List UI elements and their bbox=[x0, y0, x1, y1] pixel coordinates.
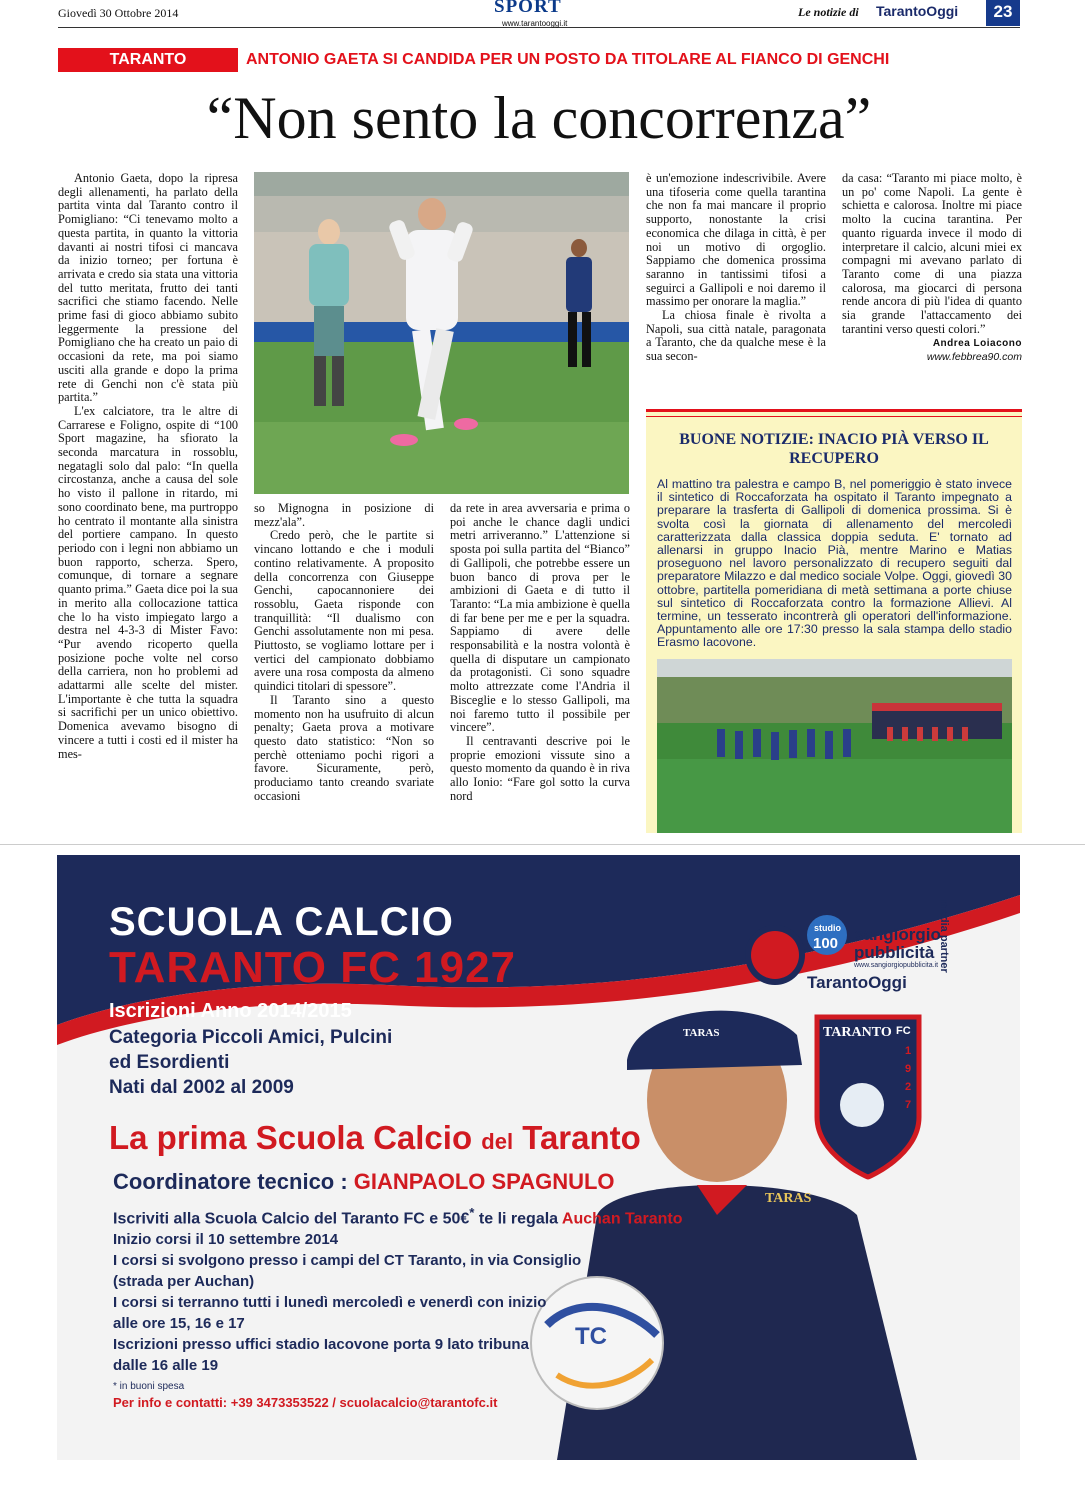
paragraph: Il Taranto sino a questo momento non ha usufruito di alcun penalty; Gaeta prova a motivare questo dato statistico: “Non so perchè otteniamo pochi rigori a favore. Sicuramente, però, produciamo tanto creando svariate occasioni bbox=[254, 692, 434, 803]
article-column-3 bbox=[450, 502, 630, 803]
ad-footnote: * in buoni spesa bbox=[113, 1381, 185, 1392]
ad-coordinator bbox=[113, 1169, 615, 1195]
crest-year-digit: 7 bbox=[905, 1099, 912, 1111]
source-link[interactable]: www.febbrea90.com bbox=[926, 351, 1022, 364]
section-title: SPORT bbox=[494, 0, 562, 17]
offer-brand: Auchan bbox=[561, 1210, 621, 1228]
crest-name: TARANTO bbox=[823, 1025, 892, 1040]
crest-year-digit: 1 bbox=[905, 1045, 912, 1057]
sponsor-name: sangiorgio bbox=[854, 925, 941, 944]
page-number: 23 bbox=[986, 0, 1020, 26]
ad-divider bbox=[0, 844, 1085, 845]
article-column-4 bbox=[646, 172, 826, 364]
paragraph: da rete in area avversaria e prima o poi anche le chance dagli undici metri arriveranno.” L'attenzione si sposta poi sulla partita del “Bianco” di Gallipoli, che potrebbe essere un buon banco di prova per le ambizioni di Gaeta e di tutto il Taranto: “La mia ambizione è quella di far bene per me e per la squadra. Sappiamo di avere delle responsabilità e la nostra volontà è quella di disputare un campionato da protagonisti. Ci sono squadre molto attrezzate come l'Andria il Bisceglie e lo stesso Gallipoli, ma noi faremo tutto il possibile per vincere”. bbox=[450, 501, 630, 735]
crest-year-digit: 9 bbox=[905, 1063, 912, 1075]
offer-star: * bbox=[469, 1205, 475, 1220]
box-title: BUONE NOTIZIE: INACIO PIÀ VERSO IL RECUPERO bbox=[679, 431, 989, 467]
ad-contact[interactable]: Per info e contatti: +39 3473353522 / scuolacalcio@tarantofc.it bbox=[113, 1395, 498, 1410]
offer-text: Iscriviti alla Scuola Calcio del Taranto FC e 50€ bbox=[113, 1210, 470, 1228]
ad-slogan-part: Taranto bbox=[513, 1119, 641, 1156]
kicker: ANTONIO GAETA SI CANDIDA PER UN POSTO DA TITOLARE AL FIANCO DI GENCHI bbox=[246, 51, 890, 68]
photo-illustration bbox=[254, 172, 629, 494]
page-header bbox=[0, 0, 1085, 32]
coordinator-label: Coordinatore tecnico : bbox=[113, 1169, 354, 1194]
paragraph: L'ex calciatore, tra le altre di Carrarese e Foligno, ospite di “100 Sport magazine, ha sfiorato la seconda marcatura in rossoblu, negatagli solo dal palo: “In quella circostanza, anche a causa del sole ho visto il pallone in ritardo, mi sono coordinato bene, ma purtroppo ho centrato il montante alla sinistra del portiere campano. In questo periodo con i legni non abbiamo un buon rapporto, scherza. Spero, comunque, di tornare a segnare quanto prima.” Gaeta dice poi la sua in merito alla collocazione tattica che lo ha visto impiegato largo a destra nel 4-3-3 di Mister Favo: “Pur avendo ricoperto quella posizione poche volte nel corso della carriera, non ho problemi ad adattarmi alle scelte del mister. L'importante è che tutta la squadra si sacrifichi per un unico obiettivo. Domenica avevamo bisogno di vincere a tutti i costi ed il mister ha mes- bbox=[58, 403, 238, 761]
box-text: Al mattino tra palestra e campo B, nel pomeriggio è stato invece il sintetico di Roccaforzata ha ospitato il Taranto impegnato a preparare la trasferta di Gallipoli di domenica prossima. Si è svolta così la giornata di allenamento del mercoledì caratterizzata dalla classica doppia seduta. E' tornato ad allenarsi in gruppo Inacio Pià, mentre Marino e Matias proseguono nel lavoro personalizzato di recupero seguiti dal preparatore Milazzo e dal medico sociale Volpe. Oggi, giovedì 30 ottobre, partitella pomeridiana di metà settimana a porte chiuse sul sintetico di Roccaforzata contro la formazione Allievi. Al termine, un tesserato incontrerà gli operatori dell'informazione. Appuntamento alle ore 17:30 presso la sala stampa dello stadio Erasmo Iacovone. bbox=[657, 477, 1012, 650]
ad-info: (strada per Auchan) bbox=[113, 1273, 255, 1290]
ad-info: dalle 16 alle 19 bbox=[113, 1357, 219, 1374]
category-label: TARANTO bbox=[58, 48, 238, 72]
ad-offer bbox=[113, 1205, 683, 1228]
ad-line: ed Esordienti bbox=[109, 1052, 230, 1073]
paragraph: da casa: “Taranto mi piace molto, è un po' come Napoli. La gente è schietta e calorosa. Inoltre mi piace molto la cucina tarantina. Per quanto riguarda invece il modo di interpretare il calcio, alcuni miei ex compagni mi avevano parlato di Taranto come di una piazza calorosa, ma giocarci di persona rende ancora di più l'idea di quanto sia grande l'attaccamento dei tarantini verso questi colori.” bbox=[842, 171, 1022, 336]
ball-text: TC bbox=[575, 1323, 607, 1350]
ad-line: Nati dal 2002 al 2009 bbox=[109, 1077, 294, 1098]
ad-info: Inizio corsi il 10 settembre 2014 bbox=[113, 1231, 339, 1248]
ad-line: Categoria Piccoli Amici, Pulcini bbox=[109, 1027, 393, 1048]
news-box bbox=[646, 409, 1022, 833]
header-tagline: Le notizie di bbox=[798, 5, 859, 19]
sponsor-name: pubblicità bbox=[854, 943, 935, 962]
paragraph: Il centravanti descrive poi le proprie emozioni vissute sino a questo momento da quando è in riva allo Ionio: “Fare gol sotto la curva nord bbox=[450, 733, 630, 803]
sponsor-url[interactable]: www.sangiorgiopubblicita.it bbox=[854, 962, 939, 969]
advertisement bbox=[57, 855, 1020, 1460]
paragraph: so Mignogna in posizione di mezz'ala”. bbox=[254, 501, 434, 529]
article-column-2 bbox=[254, 502, 434, 803]
training-photo bbox=[657, 659, 1012, 833]
training-illustration bbox=[657, 659, 1012, 833]
article-column-5 bbox=[842, 172, 1022, 365]
sponsor-newspaper: TarantoOggi bbox=[807, 973, 907, 992]
ad-line: Iscrizioni Anno 2014/2015 bbox=[109, 1000, 352, 1022]
offer-text: te li regala bbox=[474, 1210, 562, 1228]
ad-title-1: SCUOLA CALCIO bbox=[109, 900, 454, 944]
paragraph: è un'emozione indescrivibile. Avere una tifoseria come quella tarantina che non fa mai mancare il proprio supporto, nonostante la crisi economica che dilaga in città, è per noi un motivo di orgoglio. Sappiamo che domenica prossima saranno in tantissimi tifosi a seguirci a Gallipoli e noi daremo il massimo per onorare la maglia.” bbox=[646, 171, 826, 309]
sponsor-studio-100: 100 bbox=[813, 935, 839, 952]
newspaper-logo: TarantoOggi bbox=[876, 3, 959, 19]
player-celebration-photo bbox=[254, 172, 629, 494]
offer-brand: Taranto bbox=[620, 1210, 683, 1228]
box-rule bbox=[646, 416, 1022, 417]
cap-text: TARAS bbox=[683, 1027, 720, 1039]
ad-info: I corsi si terranno tutti i lunedì mercoledì e venerdì con inizio bbox=[113, 1294, 547, 1311]
ad-slogan bbox=[109, 1119, 641, 1157]
ad-info: I corsi si svolgono presso i campi del CT Taranto, in via Consiglio bbox=[113, 1252, 582, 1269]
crest-year-digit: 2 bbox=[905, 1081, 912, 1093]
paragraph: Credo però, che le partite si vincano lottando e che i moduli contino relativamente. A proposito della concorrenza con Giuseppe Genchi, capocannoniere dei rossoblu, Gaeta risponde con tranquillità: “Il dualismo con Genchi assolutamente non mi pesa. Piuttosto, se vogliamo lottare per i vertici del campionato dobbiamo avere una rosa composta da almeno quindici titolari di spessore”. bbox=[254, 528, 434, 694]
media-partner-label: media partner bbox=[938, 900, 950, 973]
coordinator-name: GIANPAOLO SPAGNULO bbox=[353, 1169, 615, 1194]
issue-date: Giovedì 30 Ottobre 2014 bbox=[58, 6, 179, 20]
ad-slogan-part: La prima Scuola Calcio bbox=[109, 1119, 482, 1156]
shirt-text: TARAS bbox=[765, 1191, 812, 1206]
paragraph: La chiosa finale è rivolta a Napoli, sua città natale, paragonata a Taranto, che da qualche mese è la sua secon- bbox=[646, 308, 826, 364]
ad-title-2: TARANTO FC 1927 bbox=[109, 943, 517, 992]
header-url[interactable]: www.tarantooggi.it bbox=[502, 19, 568, 28]
author-byline: Andrea Loiacono bbox=[932, 338, 1022, 350]
headline: “Non sento la concorrenza” bbox=[206, 85, 872, 151]
ad-info: alle ore 15, 16 e 17 bbox=[113, 1315, 245, 1332]
ad-info: Iscrizioni presso uffici stadio Iacovone porta 9 lato tribuna bbox=[113, 1336, 529, 1353]
sponsor-studio: studio bbox=[814, 923, 841, 933]
article-column-1 bbox=[58, 172, 238, 761]
paragraph: Antonio Gaeta, dopo la ripresa degli allenamenti, ha parlato della partita vinta dal Taranto contro il Pomigliano: “Ci tenevamo molto a questa partita, in quanto la vittoria davanti ai nostri tifosi ci mancava da inizio torneo; per fortuna è arrivata e credo sia stata una vittoria del tutto meritata, frutto dei tanti sacrifici che stiamo facendo. Nelle prime fasi di gioco abbiamo subito leggermente la pressione del Pomigliano che ha creato un paio di occasioni da rete, ma poi siamo usciti alla grande e dopo la prima rete di Genchi non c'è stata più partita.” bbox=[58, 171, 238, 405]
crest-fc: FC bbox=[896, 1025, 911, 1037]
ad-slogan-part: del bbox=[481, 1129, 514, 1154]
